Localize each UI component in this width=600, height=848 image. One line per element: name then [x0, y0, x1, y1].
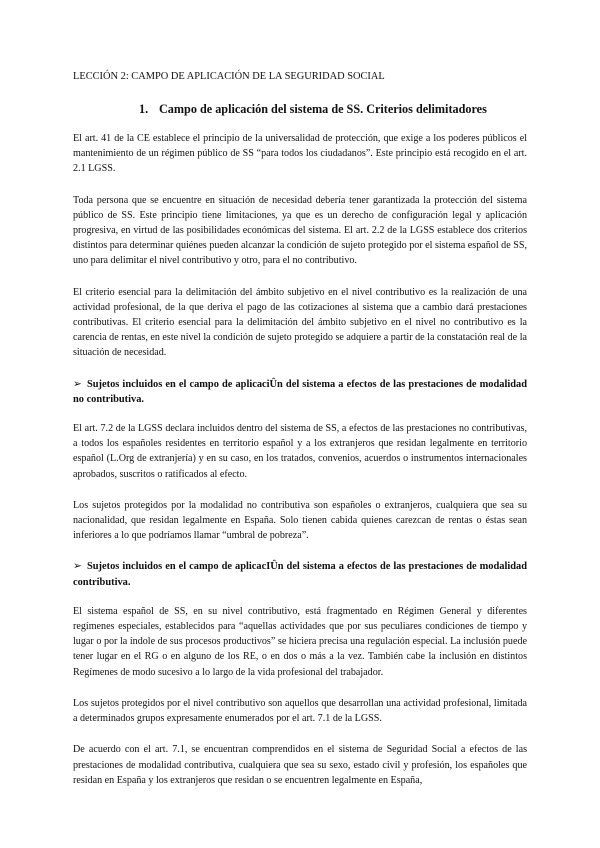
- paragraph-5: Los sujetos protegidos por la modalidad no contributiva son españoles o extranjeros, cualquiera que sea su nacionalidad, que residan legalmente en España. Solo tienen cabida quienes carezcan de rentas o éstas sean inferiores a lo que podríamos llamar “umbral de pobreza”.: [73, 499, 527, 542]
- lesson-title: LECCIÓN 2: CAMPO DE APLICACIÓN DE LA SEGURIDAD SOCIAL: [73, 71, 385, 82]
- paragraph-1: El art. 41 de la CE establece el principio de la universalidad de protección, que exige a los poderes públicos el mantenimiento de un régimen público de SS “para todos los ciudadanos”. Este principio está recogido en el art. 2.1 LGSS.: [73, 133, 527, 175]
- paragraph-8: De acuerdo con el art. 7.1, se encuentran comprendidos en el sistema de Seguridad Social a efectos de las prestaciones de modalidad contributiva, cualquiera que sea su sexo, estado civil y profesión, los españoles que residan en España y los extranjeros que residan o se encuentren legalmente en España,: [73, 744, 527, 786]
- subheading-text: Sujetos incluidos en el campo de aplicacIÛn del sistema a efectos de las prestaciones de modalidad contributiva.: [73, 561, 527, 588]
- subheading-contributiva: [73, 559, 527, 589]
- document-body: [73, 70, 527, 804]
- paragraph-2: Toda persona que se encuentre en situación de necesidad debería tener garantizada la protección del sistema público de SS. Este principio tiene limitaciones, ya que es un derecho de configuración legal y aplicación progresiva, en virtud de las posibilidades económicas del sistema. El art. 2.2 de la LGSS establece dos criterios distintos para determinar quiénes pueden alcanzar la condición de sujeto protegido por el sistema español de SS, uno para delimitar el nivel contributivo y otro, para el no contributivo.: [73, 194, 527, 267]
- subheading-no-contributiva: [73, 377, 527, 407]
- section-heading: [73, 101, 527, 117]
- paragraph-6: El sistema español de SS, en su nivel contributivo, está fragmentado en Régimen General y diferentes regímenes especiales, establecidos para “aquellas actividades que por sus peculiares condiciones de tiempo y lugar o por la índole de sus procesos productivos” se hiciera precisa una regulación especial. La inclusión puede tener lugar en el RG o en alguno de los RE, o en dos o más a la vez. También cabe la inclusión en distintos Regímenes de modo sucesivo a lo largo de la vida profesional del trabajador.: [73, 605, 527, 678]
- paragraph-3: El criterio esencial para la delimitación del ámbito subjetivo en el nivel contributivo es la realización de una actividad profesional, de la que deriva el pago de las cotizaciones al sistema que a cambio dará prestaciones contributivas. El criterio esencial para la delimitación del ámbito subjetivo en el nivel no contributivo es la carencia de rentas, en este nivel la condición de sujeto protegido se adquiere a partir de la constatación real de la situación de necesidad.: [73, 286, 527, 359]
- arrow-bullet-icon: ➢: [73, 378, 82, 390]
- arrow-bullet-icon: ➢: [73, 561, 82, 573]
- section-number: 1.: [139, 102, 149, 116]
- paragraph-4: El art. 7.2 de la LGSS declara incluidos dentro del sistema de SS, a efectos de las prestaciones no contributivas, a todos los españoles residentes en territorio español y a los extranjeros que residan legalmente en territorio español (L.Org de extranjería) y en su caso, en los tratados, convenios, acuerdos o instrumentos internacionales aprobados, suscritos o ratificados al efecto.: [73, 423, 527, 480]
- subheading-text: Sujetos incluidos en el campo de aplicaciÛn del sistema a efectos de las prestaciones de modalidad no contributiva.: [73, 378, 527, 405]
- paragraph-7: Los sujetos protegidos por el nivel contributivo son aquellos que desarrollan una actividad profesional, limitada a determinados grupos expresamente enumerados por el art. 7.1 de la LGSS.: [73, 697, 527, 725]
- section-title: Campo de aplicación del sistema de SS. Criterios delimitadores: [159, 102, 487, 116]
